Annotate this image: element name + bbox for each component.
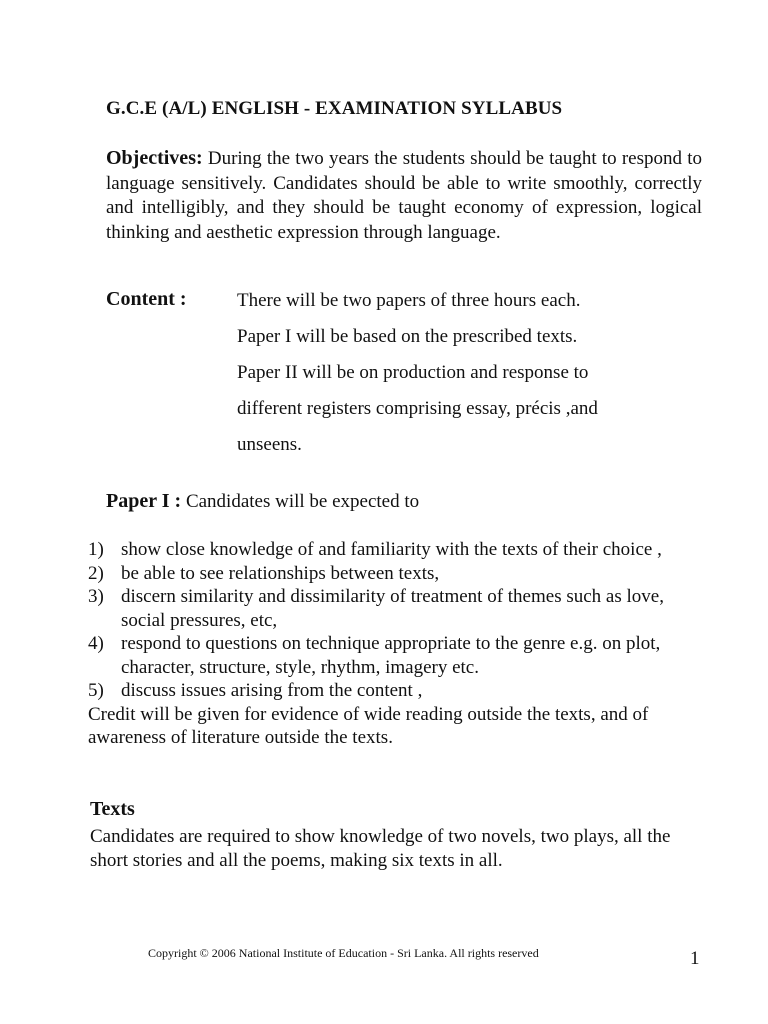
list-item xyxy=(88,585,708,632)
list-item-number: 3) xyxy=(88,586,104,607)
list-item-number: 2) xyxy=(88,562,104,584)
texts-paragraph: Candidates are required to show knowledge of two novels, two plays, all the short stories and all the poems, making six texts in all. xyxy=(90,826,671,871)
list-item-text: discuss issues arising from the content , xyxy=(121,680,423,701)
paper1-list xyxy=(88,538,708,750)
content-line: There will be two papers of three hours each. xyxy=(237,290,581,311)
list-item-text: show close knowledge of and familiarity with the texts of their choice , xyxy=(121,539,662,560)
content-line: unseens. xyxy=(237,434,302,455)
content-line: Paper I will be based on the prescribed texts. xyxy=(237,326,578,347)
list-item-number: 5) xyxy=(88,680,104,701)
texts-heading: Texts xyxy=(90,798,135,820)
content-lines xyxy=(237,289,707,469)
list-item xyxy=(88,538,708,562)
objectives-paragraph xyxy=(106,146,702,245)
list-item-text: be able to see relationships between texts, xyxy=(121,562,440,584)
list-item-number: 4) xyxy=(88,633,104,654)
list-item-number: 1) xyxy=(88,539,104,560)
list-item-text: respond to questions on technique appropriate to the genre e.g. on plot, character, structure, style, rhythm, imagery etc. xyxy=(121,633,661,678)
credit-paragraph: Credit will be given for evidence of wide reading outside the texts, and of awareness of literature outside the texts. xyxy=(88,703,649,748)
content-line: Paper II will be on production and response to xyxy=(237,362,589,383)
list-item-text: discern similarity and dissimilarity of treatment of themes such as love, social pressures, etc, xyxy=(121,586,664,631)
objectives-text: During the two years the students should be taught to respond to language sensitively. Candidates should be able to write smoothly, correctly and intelligibly, and they should be taught economy of expression, logical thinking and aesthetic expression through language. xyxy=(106,148,702,243)
content-label: Content : xyxy=(106,288,187,310)
list-item xyxy=(88,562,708,586)
list-item xyxy=(88,632,708,679)
list-item xyxy=(88,679,708,703)
page-number: 1 xyxy=(690,948,700,969)
paper1-heading xyxy=(106,490,419,513)
content-line: different registers comprising essay, précis ,and xyxy=(237,398,598,419)
paper1-label: Paper I : xyxy=(106,490,182,512)
paper1-intro: Candidates will be expected to xyxy=(181,491,420,512)
copyright-footer: Copyright © 2006 National Institute of Education - Sri Lanka. All rights reserved xyxy=(148,946,539,960)
page-title: G.C.E (A/L) ENGLISH - EXAMINATION SYLLABUS xyxy=(106,98,563,119)
objectives-label: Objectives: xyxy=(106,147,203,169)
